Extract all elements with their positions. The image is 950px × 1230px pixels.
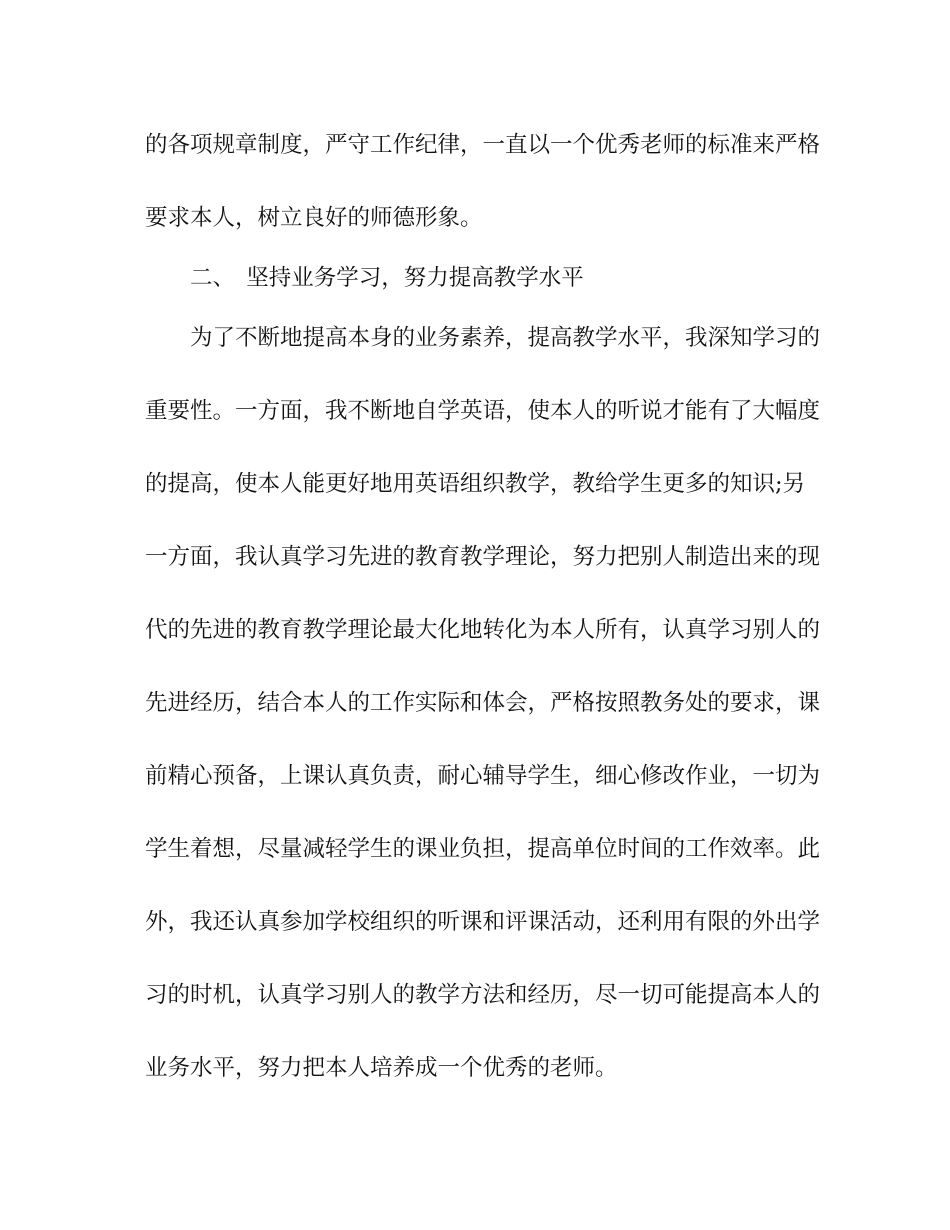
paragraph-line: 先进经历，结合本人的工作实际和体会，严格按照教务处的要求，课 <box>145 690 821 716</box>
paragraph-line: 的提高，使本人能更好地用英语组织教学，教给学生更多的知识;另 <box>145 471 806 497</box>
section-heading: 二、 坚持业务学习，努力提高教学水平 <box>190 265 584 291</box>
paragraph-line: 代的先进的教育教学理论最大化地转化为本人所有，认真学习别人的 <box>145 617 821 643</box>
paragraph-line: 业务水平，努力把本人培养成一个优秀的老师。 <box>145 1055 618 1081</box>
paragraph-line: 为了不断地提高本身的业务素养，提高教学水平，我深知学习的 <box>190 325 821 351</box>
paragraph-line: 前精心预备，上课认真负责，耐心辅导学生，细心修改作业，一切为 <box>145 763 821 789</box>
paragraph-line: 习的时机，认真学习别人的教学方法和经历，尽一切可能提高本人的 <box>145 982 821 1008</box>
paragraph-line: 外，我还认真参加学校组织的听课和评课活动，还利用有限的外出学 <box>145 909 821 935</box>
paragraph-line: 要求本人，树立良好的师德形象。 <box>145 205 483 231</box>
paragraph-line: 重要性。一方面，我不断地自学英语，使本人的听说才能有了大幅度 <box>145 398 821 424</box>
paragraph-line: 的各项规章制度，严守工作纪律，一直以一个优秀老师的标准来严格 <box>145 132 821 158</box>
paragraph-line: 学生着想，尽量减轻学生的课业负担，提高单位时间的工作效率。此 <box>145 836 821 862</box>
paragraph-line: 一方面，我认真学习先进的教育教学理论，努力把别人制造出来的现 <box>145 544 821 570</box>
